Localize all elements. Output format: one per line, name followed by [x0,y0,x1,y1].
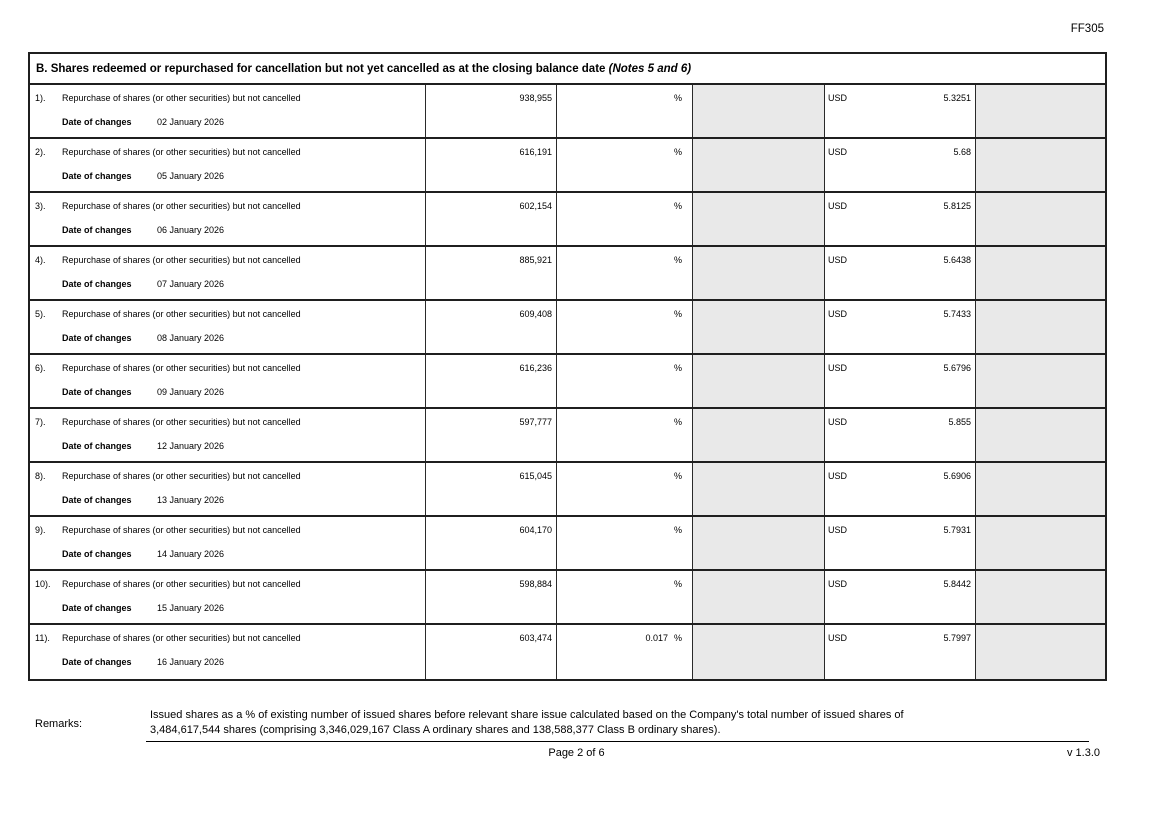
shaded-cell [692,571,824,623]
row-description: Repurchase of shares (or other securities) but not cancelled [62,309,301,319]
description-cell [30,355,425,407]
table-row [30,625,1105,679]
shaded-cell [975,409,1105,461]
price-value: 5.3251 [943,93,971,103]
description-cell [30,301,425,353]
description-cell [30,139,425,191]
form-code: FF305 [1070,23,1104,35]
shaded-cell [692,139,824,191]
description-cell [30,193,425,245]
row-number: 7). [35,417,46,427]
percent-sign: % [673,255,682,265]
price-cell [824,463,975,515]
shaded-cell [692,85,824,137]
percent-sign: % [673,471,682,481]
table-rows [30,85,1105,679]
date-line [35,333,421,344]
row-description: Repurchase of shares (or other securities) but not cancelled [62,525,301,535]
shaded-cell [975,463,1105,515]
row-number: 10). [35,579,51,589]
date-line [35,387,421,398]
version-label: v 1.3.0 [1066,747,1100,759]
date-of-changes-label: Date of changes [62,225,132,235]
date-of-changes-label: Date of changes [62,441,132,451]
description-line [35,525,421,536]
table-row [30,301,1105,355]
date-of-changes-value: 15 January 2026 [157,603,225,613]
currency-label: USD [828,579,848,589]
description-cell [30,517,425,569]
remarks-line-2: 3,484,617,544 shares (comprising 3,346,029,167 Class A ordinary shares and 138,588,377 Class B ordinary shares). [150,724,721,736]
remarks-line-1: Issued shares as a % of existing number of issued shares before relevant share issue calculated based on the Company's total number of issued shares of [150,709,904,721]
shares-count-cell: 602,154 [425,193,556,245]
remarks-text [146,706,1089,742]
shaded-cell [975,301,1105,353]
date-of-changes-value: 14 January 2026 [157,549,225,559]
percentage-value: 0.017 [645,633,668,643]
shares-count-cell: 616,191 [425,139,556,191]
price-value: 5.6906 [943,471,971,481]
date-line [35,495,421,506]
description-line [35,147,421,158]
shares-count-cell: 609,408 [425,301,556,353]
date-of-changes-value: 02 January 2026 [157,117,225,127]
shaded-cell [975,517,1105,569]
price-value: 5.7433 [943,309,971,319]
row-number: 9). [35,525,46,535]
percent-sign: % [673,525,682,535]
price-cell [824,247,975,299]
percentage-cell [556,301,692,353]
percentage-cell [556,463,692,515]
date-line [35,603,421,614]
shaded-cell [692,247,824,299]
row-description: Repurchase of shares (or other securities) but not cancelled [62,417,301,427]
table-row [30,139,1105,193]
table-row [30,193,1105,247]
date-of-changes-value: 08 January 2026 [157,333,225,343]
percentage-cell [556,517,692,569]
date-of-changes-label: Date of changes [62,279,132,289]
shaded-cell [692,409,824,461]
page-number: Page 2 of 6 [548,747,605,759]
row-number: 5). [35,309,46,319]
shares-count-cell: 938,955 [425,85,556,137]
shaded-cell [975,247,1105,299]
description-cell [30,571,425,623]
percentage-cell [556,85,692,137]
shaded-cell [692,463,824,515]
price-cell [824,193,975,245]
currency-label: USD [828,147,848,157]
shaded-cell [692,625,824,679]
description-line [35,201,421,212]
shares-count-cell: 615,045 [425,463,556,515]
section-title-notes: (Notes 5 and 6) [608,62,692,75]
price-cell [824,139,975,191]
percent-sign: % [673,201,682,211]
table-row [30,571,1105,625]
shaded-cell [692,301,824,353]
percent-sign: % [673,363,682,373]
date-of-changes-value: 16 January 2026 [157,657,225,667]
shaded-cell [692,355,824,407]
price-cell [824,625,975,679]
row-description: Repurchase of shares (or other securities) but not cancelled [62,201,301,211]
shaded-cell [692,517,824,569]
row-description: Repurchase of shares (or other securities) but not cancelled [62,255,301,265]
description-line [35,633,421,644]
date-of-changes-value: 05 January 2026 [157,171,225,181]
row-number: 8). [35,471,46,481]
shares-count-cell: 616,236 [425,355,556,407]
shaded-cell [975,571,1105,623]
shares-count-cell: 604,170 [425,517,556,569]
description-cell [30,85,425,137]
date-of-changes-label: Date of changes [62,117,132,127]
date-of-changes-value: 12 January 2026 [157,441,225,451]
date-of-changes-label: Date of changes [62,603,132,613]
table-row [30,409,1105,463]
date-of-changes-label: Date of changes [62,387,132,397]
table-row [30,517,1105,571]
row-description: Repurchase of shares (or other securities) but not cancelled [62,471,301,481]
description-line [35,93,421,104]
table-row [30,247,1105,301]
description-line [35,255,421,266]
row-number: 3). [35,201,46,211]
percent-sign: % [673,417,682,427]
row-description: Repurchase of shares (or other securities) but not cancelled [62,147,301,157]
row-description: Repurchase of shares (or other securities) but not cancelled [62,579,301,589]
shaded-cell [975,625,1105,679]
description-cell [30,247,425,299]
currency-label: USD [828,363,848,373]
percentage-cell [556,139,692,191]
description-cell [30,463,425,515]
percent-sign: % [673,309,682,319]
description-line [35,417,421,428]
percentage-cell [556,625,692,679]
row-number: 11). [35,633,50,643]
description-line [35,471,421,482]
shares-count-cell: 603,474 [425,625,556,679]
price-value: 5.6438 [943,255,971,265]
price-cell [824,355,975,407]
percent-sign: % [673,633,682,643]
date-of-changes-value: 13 January 2026 [157,495,225,505]
currency-label: USD [828,255,848,265]
percentage-cell [556,355,692,407]
description-line [35,363,421,374]
percent-sign: % [673,579,682,589]
currency-label: USD [828,633,848,643]
date-of-changes-value: 09 January 2026 [157,387,225,397]
date-of-changes-value: 06 January 2026 [157,225,225,235]
price-cell [824,409,975,461]
remarks-label: Remarks: [35,718,83,730]
currency-label: USD [828,471,848,481]
percent-sign: % [673,93,682,103]
price-value: 5.8125 [943,201,971,211]
section-title-main: B. Shares redeemed or repurchased for cancellation but not yet cancelled as at the closing balance date [36,62,609,75]
date-line [35,657,421,668]
percentage-cell [556,409,692,461]
percentage-cell [556,247,692,299]
date-line [35,171,421,182]
date-of-changes-label: Date of changes [62,549,132,559]
description-cell [30,409,425,461]
currency-label: USD [828,525,848,535]
row-description: Repurchase of shares (or other securities) but not cancelled [62,363,301,373]
shaded-cell [692,193,824,245]
date-line [35,225,421,236]
description-line [35,579,421,590]
price-value: 5.6796 [943,363,971,373]
shaded-cell [975,193,1105,245]
price-value: 5.8442 [943,579,971,589]
row-number: 1). [35,93,46,103]
price-cell [824,85,975,137]
table-row [30,463,1105,517]
shaded-cell [975,139,1105,191]
row-description: Repurchase of shares (or other securities) but not cancelled [62,93,301,103]
percent-sign: % [673,147,682,157]
table-row [30,355,1105,409]
date-line [35,279,421,290]
date-of-changes-label: Date of changes [62,495,132,505]
section-title [30,54,1105,85]
shares-count-cell: 598,884 [425,571,556,623]
date-of-changes-label: Date of changes [62,657,132,667]
date-of-changes-value: 07 January 2026 [157,279,225,289]
currency-label: USD [828,93,848,103]
table-row [30,85,1105,139]
shaded-cell [975,355,1105,407]
price-value: 5.68 [953,147,971,157]
price-value: 5.7931 [943,525,971,535]
shaded-cell [975,85,1105,137]
percentage-cell [556,571,692,623]
date-of-changes-label: Date of changes [62,333,132,343]
price-value: 5.855 [948,417,971,427]
row-description: Repurchase of shares (or other securities) but not cancelled [62,633,301,643]
date-line [35,549,421,560]
currency-label: USD [828,309,848,319]
section-b-table [28,52,1107,681]
currency-label: USD [828,417,848,427]
shares-count-cell: 597,777 [425,409,556,461]
currency-label: USD [828,201,848,211]
row-number: 6). [35,363,46,373]
price-cell [824,517,975,569]
percentage-cell [556,193,692,245]
price-cell [824,301,975,353]
description-cell [30,625,425,679]
shares-count-cell: 885,921 [425,247,556,299]
price-value: 5.7997 [943,633,971,643]
price-cell [824,571,975,623]
row-number: 2). [35,147,46,157]
date-line [35,117,421,128]
date-line [35,441,421,452]
date-of-changes-label: Date of changes [62,171,132,181]
row-number: 4). [35,255,46,265]
description-line [35,309,421,320]
